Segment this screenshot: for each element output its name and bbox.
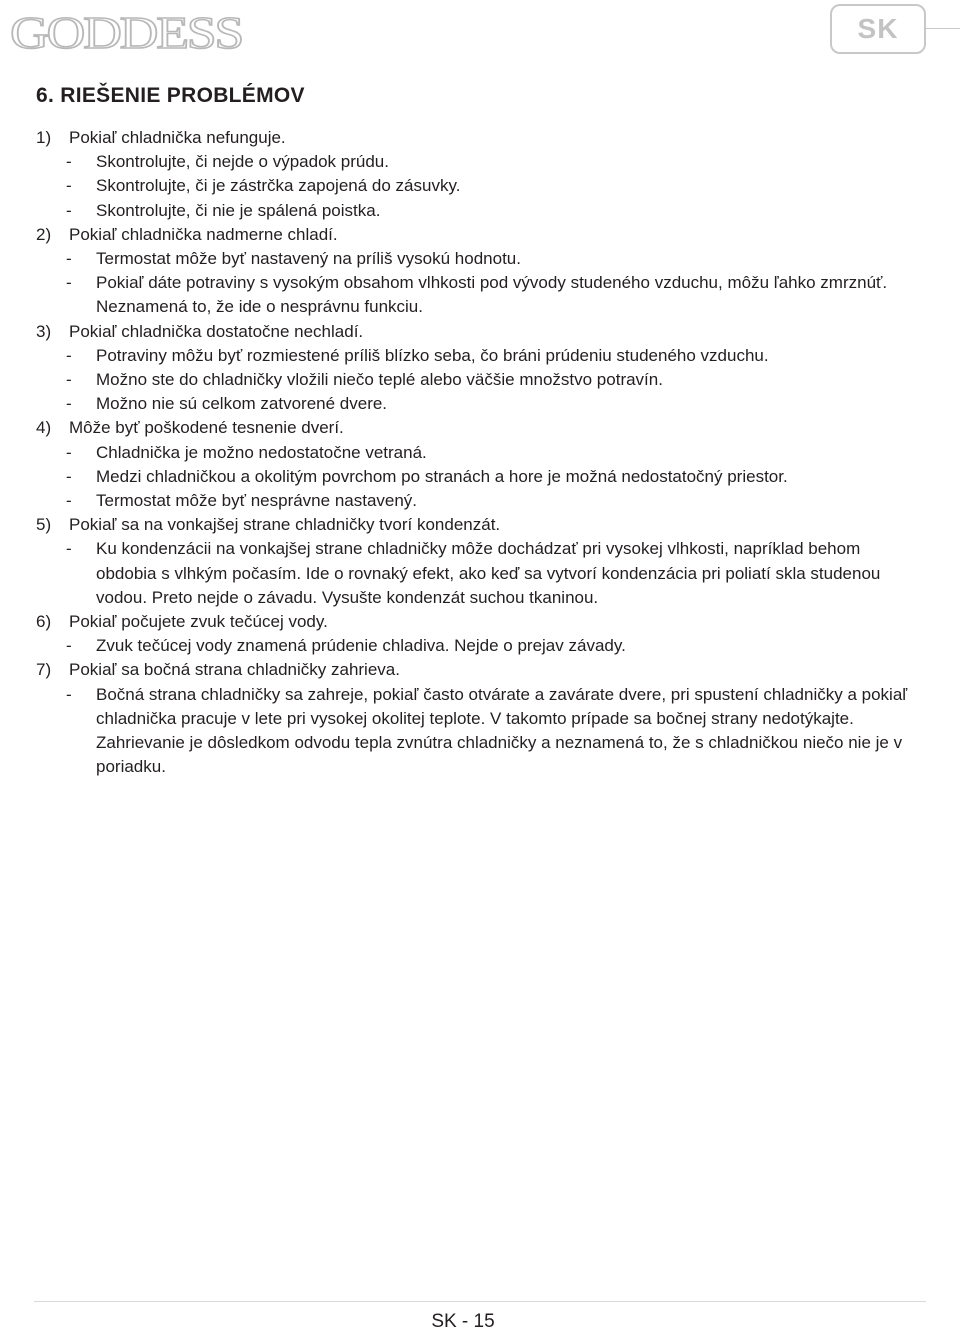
- dash-bullet: -: [66, 491, 72, 511]
- solution-item: [36, 150, 916, 174]
- solution-text: Potraviny môžu byť rozmiestené príliš blízko seba, čo bráni prúdeniu studeného vzduchu.: [96, 345, 769, 365]
- solution-item: [36, 271, 916, 319]
- problem-item: [36, 416, 916, 513]
- problem-item: [36, 126, 916, 223]
- solution-item: [36, 199, 916, 223]
- problem-number: 2): [36, 224, 52, 244]
- footer-divider: [34, 1301, 926, 1302]
- problem-item: [36, 658, 916, 779]
- dash-bullet: -: [66, 466, 72, 486]
- solution-text: Ku kondenzácii na vonkajšej strane chladničky môže dochádzať pri vysokej vlhkosti, napríklad behom obdobia s vlhkým počasím. Ide o rovnaký efekt, ako keď sa vytvorí kondenzácia pri poliatí skla studenou vodou. Preto nejde o závadu. Vysušte kondenzát suchou tkaninou.: [96, 539, 881, 607]
- dash-bullet: -: [66, 370, 72, 390]
- dash-bullet: -: [66, 273, 72, 293]
- problem-title: Pokiaľ chladnička dostatočne nechladí.: [69, 321, 364, 341]
- problem-title: Pokiaľ sa na vonkajšej strane chladničky tvorí kondenzát.: [69, 515, 501, 535]
- dash-bullet: -: [66, 684, 72, 704]
- solution-text: Bočná strana chladničky sa zahreje, pokiaľ často otvárate a zavárate dvere, pri spustení chladničky a pokiaľ chladnička pracuje v lete pri vysokej okolitej teplote. V takomto prípade sa bočnej strany nedotýkajte. Zahrievanie je dôsledkom odvodu tepla zvnútra chladničky a neznamená to, že s chladničkou niečo nie je v poriadku.: [96, 684, 908, 777]
- problem-number: 6): [36, 612, 52, 632]
- problem-number: 1): [36, 128, 52, 147]
- solution-item: [36, 392, 916, 416]
- solution-item: [36, 634, 916, 658]
- solution-text: Skontrolujte, či nejde o výpadok prúdu.: [96, 152, 389, 172]
- problem-number: 3): [36, 321, 52, 341]
- problem-item: [36, 513, 916, 610]
- troubleshooting-list: [36, 126, 916, 779]
- section-title: 6. RIEŠENIE PROBLÉMOV: [36, 84, 305, 107]
- dash-bullet: -: [66, 200, 72, 220]
- problem-item: [36, 610, 916, 658]
- solution-text: Skontrolujte, či je zástrčka zapojená do zásuvky.: [96, 176, 461, 196]
- problem-number: 7): [36, 660, 52, 680]
- solution-text: Pokiaľ dáte potraviny s vysokým obsahom vlhkosti pod vývody studeného vzduchu, môžu ľahko zmrznúť. Neznamená to, že ide o nesprávnu funkciu.: [96, 273, 888, 317]
- problem-heading: [36, 416, 916, 440]
- solution-item: [36, 174, 916, 198]
- solution-item: [36, 344, 916, 368]
- solution-item: [36, 537, 916, 610]
- logo-wordmark: GODDESS: [10, 7, 243, 56]
- solution-text: Skontrolujte, či nie je spálená poistka.: [96, 200, 381, 220]
- problem-heading: [36, 658, 916, 682]
- solution-item: [36, 489, 916, 513]
- problem-heading: [36, 610, 916, 634]
- solution-item: [36, 247, 916, 271]
- problem-heading: [36, 513, 916, 537]
- solution-text: Možno nie sú celkom zatvorené dvere.: [96, 394, 388, 414]
- solution-item: [36, 465, 916, 489]
- problem-item: [36, 320, 916, 417]
- dash-bullet: -: [66, 176, 72, 196]
- solution-text: Zvuk tečúcej vody znamená prúdenie chladiva. Nejde o prejav závady.: [96, 636, 626, 656]
- solution-text: Medzi chladničkou a okolitým povrchom po stranách a hore je možná nedostatočný priestor.: [96, 466, 788, 486]
- problem-item: [36, 223, 916, 320]
- solution-item: [36, 683, 916, 780]
- solution-item: [36, 368, 916, 392]
- goddess-logo: [8, 4, 248, 56]
- dash-bullet: -: [66, 636, 72, 656]
- header-divider: [926, 28, 960, 29]
- problem-title: Pokiaľ chladnička nefunguje.: [69, 128, 286, 147]
- dash-bullet: -: [66, 345, 72, 365]
- dash-bullet: -: [66, 394, 72, 414]
- solution-item: [36, 441, 916, 465]
- problem-number: 5): [36, 515, 52, 535]
- dash-bullet: -: [66, 152, 72, 172]
- problem-title: Môže byť poškodené tesnenie dverí.: [69, 418, 344, 438]
- solution-text: Termostat môže byť nesprávne nastavený.: [96, 491, 418, 511]
- problem-heading: [36, 126, 916, 150]
- solution-text: Chladnička je možno nedostatočne vetraná.: [96, 442, 427, 462]
- problem-heading: [36, 223, 916, 247]
- solution-text: Termostat môže byť nastavený na príliš vysokú hodnotu.: [96, 249, 521, 269]
- dash-bullet: -: [66, 442, 72, 462]
- dash-bullet: -: [66, 539, 72, 559]
- problem-number: 4): [36, 418, 52, 438]
- dash-bullet: -: [66, 249, 72, 269]
- problem-title: Pokiaľ chladnička nadmerne chladí.: [69, 224, 338, 244]
- problem-title: Pokiaľ počujete zvuk tečúcej vody.: [69, 612, 328, 632]
- page-number: SK - 15: [431, 1311, 495, 1332]
- language-badge: SK: [830, 4, 926, 54]
- solution-text: Možno ste do chladničky vložili niečo teplé alebo väčšie množstvo potravín.: [96, 370, 663, 390]
- problem-heading: [36, 320, 916, 344]
- problem-title: Pokiaľ sa bočná strana chladničky zahrieva.: [69, 660, 400, 680]
